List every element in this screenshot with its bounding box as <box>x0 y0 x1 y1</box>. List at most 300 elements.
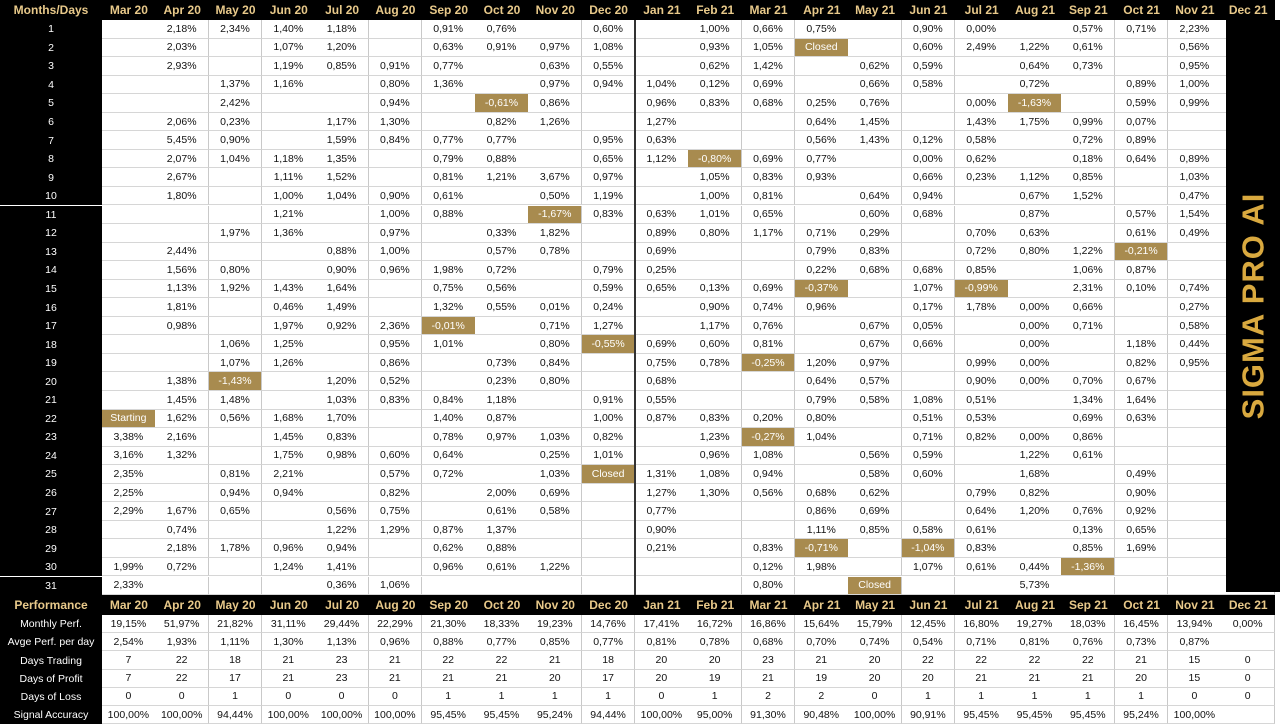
stat-value-cell: 19 <box>688 670 742 688</box>
day-value-cell <box>262 391 316 410</box>
month-header: Dec 20 <box>582 595 636 615</box>
day-value-cell: 1,49% <box>315 298 369 317</box>
stat-value-cell: 13,94% <box>1168 615 1222 633</box>
stat-value-cell: 100,00% <box>635 706 689 724</box>
day-value-cell <box>155 465 209 484</box>
day-value-cell: 1,17% <box>742 224 796 243</box>
day-value-cell <box>102 224 156 243</box>
day-value-cell: 0,64% <box>955 502 1009 521</box>
day-value-cell: 0,65% <box>209 502 263 521</box>
stat-value-cell: 22 <box>155 651 209 669</box>
stat-value-cell: 100,00% <box>262 706 316 724</box>
day-value-cell: -1,36% <box>1061 558 1115 577</box>
day-label: 29 <box>0 539 102 558</box>
stat-value-cell: 1 <box>528 688 582 706</box>
day-value-cell: 1,05% <box>742 39 796 58</box>
day-value-cell <box>1008 131 1062 150</box>
day-value-cell <box>1168 465 1222 484</box>
day-value-cell: 0,89% <box>1115 76 1169 95</box>
day-value-cell <box>475 335 529 354</box>
day-value-cell: 0,80% <box>528 372 582 391</box>
month-header: Apr 20 <box>155 595 209 615</box>
day-value-cell: 0,57% <box>369 465 423 484</box>
month-header: Oct 20 <box>475 0 529 20</box>
day-label: 2 <box>0 39 102 58</box>
day-value-cell: 0,92% <box>315 317 369 336</box>
day-value-cell: -0,27% <box>742 428 796 447</box>
day-value-cell <box>528 521 582 540</box>
day-label: 3 <box>0 57 102 76</box>
day-value-cell <box>848 428 902 447</box>
day-value-cell: 1,03% <box>528 465 582 484</box>
day-value-cell: 0,78% <box>688 354 742 373</box>
stat-value-cell: 21,82% <box>209 615 263 633</box>
day-value-cell <box>262 243 316 262</box>
day-value-cell: 2,29% <box>102 502 156 521</box>
day-value-cell: -0,25% <box>742 354 796 373</box>
stat-value-cell: 16,86% <box>742 615 796 633</box>
day-value-cell: 0,12% <box>688 76 742 95</box>
day-value-cell: 0,72% <box>155 558 209 577</box>
performance-header: Performance <box>0 595 102 615</box>
day-value-cell: 0,57% <box>1115 206 1169 225</box>
day-value-cell: 2,49% <box>955 39 1009 58</box>
day-value-cell: 2,21% <box>262 465 316 484</box>
day-value-cell: 0,61% <box>1061 447 1115 466</box>
day-value-cell <box>902 224 956 243</box>
day-value-cell: -1,63% <box>1008 94 1062 113</box>
day-value-cell <box>635 317 689 336</box>
stat-value-cell: 23 <box>742 651 796 669</box>
day-value-cell: 0,69% <box>1061 410 1115 429</box>
day-value-cell <box>1061 484 1115 503</box>
day-value-cell <box>422 243 476 262</box>
day-value-cell <box>795 577 849 596</box>
day-value-cell <box>528 261 582 280</box>
day-value-cell: 1,69% <box>1115 539 1169 558</box>
day-value-cell <box>369 168 423 187</box>
day-value-cell: 0,75% <box>422 280 476 299</box>
stat-value-cell <box>1221 633 1275 651</box>
day-value-cell: 1,16% <box>262 76 316 95</box>
stat-value-cell: 100,00% <box>369 706 423 724</box>
day-value-cell <box>1115 577 1169 596</box>
day-value-cell: 0,90% <box>209 131 263 150</box>
day-value-cell <box>315 206 369 225</box>
stat-value-cell: 21,30% <box>422 615 476 633</box>
stat-value-cell: 100,00% <box>848 706 902 724</box>
day-value-cell: 3,67% <box>528 168 582 187</box>
day-value-cell: 1,07% <box>902 280 956 299</box>
day-value-cell: 0,85% <box>848 521 902 540</box>
day-value-cell: 0,18% <box>1061 150 1115 169</box>
stat-value-cell: 1 <box>902 688 956 706</box>
stat-value-cell: 95,45% <box>955 706 1009 724</box>
day-value-cell <box>582 558 636 577</box>
day-value-cell: 0,97% <box>582 168 636 187</box>
stat-value-cell: 2 <box>795 688 849 706</box>
day-value-cell <box>848 558 902 577</box>
day-value-cell: 0,25% <box>795 94 849 113</box>
day-value-cell: 3,16% <box>102 447 156 466</box>
day-value-cell <box>1168 391 1222 410</box>
stat-value-cell: 7 <box>102 670 156 688</box>
stat-value-cell: 21 <box>1061 670 1115 688</box>
day-value-cell: 0,59% <box>902 57 956 76</box>
day-value-cell: 0,81% <box>742 187 796 206</box>
day-value-cell: 1,98% <box>422 261 476 280</box>
day-value-cell <box>1061 465 1115 484</box>
month-header: Apr 21 <box>795 595 849 615</box>
month-header: Oct 21 <box>1115 595 1169 615</box>
day-value-cell: 2,03% <box>155 39 209 58</box>
day-value-cell: 0,82% <box>955 428 1009 447</box>
day-value-cell <box>422 484 476 503</box>
day-value-cell: 0,81% <box>209 465 263 484</box>
day-value-cell <box>1168 113 1222 132</box>
day-value-cell <box>582 354 636 373</box>
day-value-cell: 0,62% <box>848 484 902 503</box>
day-value-cell: 0,67% <box>848 335 902 354</box>
day-value-cell: 1,42% <box>742 57 796 76</box>
day-value-cell <box>528 280 582 299</box>
day-value-cell <box>1168 243 1222 262</box>
day-value-cell <box>1008 261 1062 280</box>
day-value-cell <box>262 577 316 596</box>
stat-value-cell: 22 <box>475 651 529 669</box>
stat-value-cell: 0,85% <box>528 633 582 651</box>
day-value-cell <box>262 261 316 280</box>
day-value-cell <box>688 521 742 540</box>
day-value-cell: 0,89% <box>635 224 689 243</box>
day-label: 25 <box>0 465 102 484</box>
stat-value-cell: 0,73% <box>1115 633 1169 651</box>
day-value-cell: 5,45% <box>155 131 209 150</box>
day-value-cell: 2,34% <box>209 20 263 39</box>
stat-value-cell: 0 <box>848 688 902 706</box>
day-value-cell: 0,00% <box>955 94 1009 113</box>
day-value-cell: 2,18% <box>155 20 209 39</box>
day-value-cell <box>209 577 263 596</box>
day-value-cell <box>582 243 636 262</box>
day-value-cell: 1,17% <box>315 113 369 132</box>
stat-value-cell: 2 <box>742 688 796 706</box>
day-value-cell: 1,99% <box>102 558 156 577</box>
day-value-cell: 1,75% <box>1008 113 1062 132</box>
day-value-cell: 0,56% <box>848 447 902 466</box>
day-value-cell: 0,93% <box>795 168 849 187</box>
day-value-cell: 1,04% <box>795 428 849 447</box>
stat-value-cell: 2,54% <box>102 633 156 651</box>
day-value-cell: 0,88% <box>475 539 529 558</box>
month-header: Dec 20 <box>582 0 636 20</box>
day-value-cell: 0,94% <box>315 539 369 558</box>
day-value-cell <box>582 484 636 503</box>
day-value-cell: 0,75% <box>369 502 423 521</box>
day-value-cell: 1,06% <box>209 335 263 354</box>
day-value-cell: 0,69% <box>742 280 796 299</box>
day-value-cell: 1,21% <box>475 168 529 187</box>
day-value-cell: 0,60% <box>902 39 956 58</box>
day-value-cell: 0,27% <box>1168 298 1222 317</box>
day-value-cell: 1,22% <box>1008 447 1062 466</box>
day-value-cell: 1,00% <box>262 187 316 206</box>
day-value-cell: 0,63% <box>635 131 689 150</box>
day-value-cell: 1,00% <box>688 187 742 206</box>
stat-value-cell: 21 <box>742 670 796 688</box>
day-value-cell: 0,50% <box>528 187 582 206</box>
day-value-cell <box>1168 372 1222 391</box>
day-value-cell: 0,23% <box>475 372 529 391</box>
stat-value-cell: 12,45% <box>902 615 956 633</box>
day-value-cell: 0,67% <box>848 317 902 336</box>
day-value-cell: 0,68% <box>902 261 956 280</box>
day-value-cell: 0,56% <box>1168 39 1222 58</box>
day-value-cell <box>262 131 316 150</box>
day-value-cell <box>1115 558 1169 577</box>
day-value-cell: 0,90% <box>635 521 689 540</box>
day-label: 11 <box>0 206 102 225</box>
day-value-cell <box>635 558 689 577</box>
day-value-cell: 0,88% <box>475 150 529 169</box>
stat-label: Signal Accuracy <box>0 706 102 724</box>
day-value-cell <box>1168 131 1222 150</box>
month-header: May 21 <box>848 0 902 20</box>
day-value-cell: 0,66% <box>742 20 796 39</box>
day-value-cell: 0,70% <box>1061 372 1115 391</box>
day-value-cell: 0,80% <box>369 76 423 95</box>
day-value-cell: 0,74% <box>155 521 209 540</box>
day-value-cell <box>848 168 902 187</box>
day-value-cell: 2,31% <box>1061 280 1115 299</box>
day-value-cell: 0,92% <box>1115 502 1169 521</box>
day-value-cell: 1,52% <box>1061 187 1115 206</box>
day-value-cell: 1,03% <box>315 391 369 410</box>
month-header: Mar 20 <box>102 0 156 20</box>
day-value-cell: 2,42% <box>209 94 263 113</box>
day-value-cell: 0,69% <box>742 76 796 95</box>
stat-value-cell: 0 <box>1168 688 1222 706</box>
day-value-cell: 2,06% <box>155 113 209 132</box>
day-value-cell <box>102 113 156 132</box>
day-value-cell: 1,20% <box>315 372 369 391</box>
stat-label: Days Trading <box>0 651 102 669</box>
day-value-cell: 0,97% <box>528 76 582 95</box>
day-label: 7 <box>0 131 102 150</box>
day-value-cell <box>369 539 423 558</box>
day-value-cell <box>1168 577 1222 596</box>
day-value-cell: 2,16% <box>155 428 209 447</box>
day-value-cell: 0,82% <box>582 428 636 447</box>
day-value-cell <box>369 298 423 317</box>
month-header: Aug 20 <box>369 595 423 615</box>
day-value-cell <box>209 187 263 206</box>
day-value-cell <box>955 335 1009 354</box>
day-value-cell: 0,71% <box>528 317 582 336</box>
day-value-cell <box>209 243 263 262</box>
stat-value-cell: 15 <box>1168 651 1222 669</box>
day-value-cell: 0,12% <box>902 131 956 150</box>
day-value-cell: 1,22% <box>1008 39 1062 58</box>
month-header: Mar 20 <box>102 595 156 615</box>
day-value-cell <box>1115 187 1169 206</box>
stat-value-cell: 100,00% <box>1168 706 1222 724</box>
stat-value-cell: 20 <box>902 670 956 688</box>
day-value-cell: 0,80% <box>528 335 582 354</box>
day-value-cell: 1,34% <box>1061 391 1115 410</box>
day-value-cell <box>262 94 316 113</box>
day-value-cell: 0,23% <box>209 113 263 132</box>
day-value-cell <box>902 354 956 373</box>
day-value-cell: 0,94% <box>209 484 263 503</box>
day-value-cell <box>955 187 1009 206</box>
month-header: Nov 21 <box>1168 595 1222 615</box>
day-value-cell: 0,84% <box>369 131 423 150</box>
stat-value-cell: 31,11% <box>262 615 316 633</box>
day-value-cell <box>1061 94 1115 113</box>
day-value-cell <box>528 131 582 150</box>
day-value-cell <box>102 539 156 558</box>
day-value-cell: 0,00% <box>1008 428 1062 447</box>
day-value-cell <box>582 502 636 521</box>
day-value-cell: 1,75% <box>262 447 316 466</box>
day-value-cell: 0,87% <box>475 410 529 429</box>
day-value-cell: 0,69% <box>848 502 902 521</box>
stat-value-cell: 0 <box>635 688 689 706</box>
day-value-cell <box>795 447 849 466</box>
day-value-cell <box>369 280 423 299</box>
day-value-cell: 0,96% <box>635 94 689 113</box>
day-value-cell: 0,99% <box>1168 94 1222 113</box>
day-value-cell: 0,57% <box>1061 20 1115 39</box>
day-value-cell: 0,24% <box>582 298 636 317</box>
day-value-cell <box>902 94 956 113</box>
day-label: 12 <box>0 224 102 243</box>
day-value-cell: 1,22% <box>528 558 582 577</box>
stat-value-cell: 0,96% <box>369 633 423 651</box>
stat-value-cell: 51,97% <box>155 615 209 633</box>
day-value-cell <box>155 94 209 113</box>
day-value-cell: 0,59% <box>1115 94 1169 113</box>
stat-value-cell: 1 <box>955 688 1009 706</box>
day-value-cell <box>102 94 156 113</box>
day-value-cell: 0,91% <box>369 57 423 76</box>
month-header: Nov 21 <box>1168 0 1222 20</box>
stat-value-cell: 21 <box>795 651 849 669</box>
day-value-cell <box>635 187 689 206</box>
stat-value-cell: 23 <box>315 651 369 669</box>
day-value-cell: 0,69% <box>635 243 689 262</box>
month-header: Jan 21 <box>635 595 689 615</box>
stat-value-cell: 21 <box>369 670 423 688</box>
day-value-cell: 1,22% <box>1061 243 1115 262</box>
day-value-cell: 0,25% <box>635 261 689 280</box>
day-value-cell <box>262 113 316 132</box>
day-value-cell: 0,69% <box>742 150 796 169</box>
day-value-cell: 1,01% <box>422 335 476 354</box>
day-value-cell: 0,80% <box>795 410 849 429</box>
day-value-cell <box>209 39 263 58</box>
day-value-cell: 0,20% <box>742 410 796 429</box>
stat-value-cell: 22 <box>422 651 476 669</box>
day-value-cell: 1,12% <box>635 150 689 169</box>
day-value-cell <box>475 76 529 95</box>
day-value-cell: 1,45% <box>262 428 316 447</box>
day-value-cell: 0,00% <box>1008 372 1062 391</box>
day-value-cell: 1,31% <box>635 465 689 484</box>
day-value-cell <box>795 206 849 225</box>
day-value-cell: 0,65% <box>635 280 689 299</box>
day-value-cell <box>209 521 263 540</box>
day-value-cell: 2,23% <box>1168 20 1222 39</box>
day-value-cell: 1,78% <box>955 298 1009 317</box>
stat-value-cell: 1 <box>1115 688 1169 706</box>
day-value-cell: 1,06% <box>369 577 423 596</box>
day-value-cell: 3,38% <box>102 428 156 447</box>
stat-value-cell: 0,81% <box>635 633 689 651</box>
day-value-cell: 1,08% <box>742 447 796 466</box>
day-value-cell: 0,33% <box>475 224 529 243</box>
day-value-cell: 0,76% <box>1061 502 1115 521</box>
day-value-cell <box>528 410 582 429</box>
day-value-cell: 1,08% <box>582 39 636 58</box>
day-value-cell <box>475 317 529 336</box>
stat-value-cell: 0,88% <box>422 633 476 651</box>
day-value-cell: 0,90% <box>315 261 369 280</box>
day-value-cell: 0,00% <box>1008 317 1062 336</box>
day-value-cell: 1,23% <box>688 428 742 447</box>
month-header: Nov 20 <box>528 595 582 615</box>
stat-value-cell: 22 <box>902 651 956 669</box>
day-label: 14 <box>0 261 102 280</box>
day-value-cell: 0,63% <box>422 39 476 58</box>
day-value-cell <box>1168 410 1222 429</box>
day-label: 10 <box>0 187 102 206</box>
day-value-cell <box>582 539 636 558</box>
day-value-cell: 1,18% <box>262 150 316 169</box>
day-value-cell <box>1008 539 1062 558</box>
day-value-cell <box>422 577 476 596</box>
day-value-cell: 0,68% <box>742 94 796 113</box>
month-header: Mar 21 <box>742 595 796 615</box>
day-value-cell: 1,26% <box>528 113 582 132</box>
day-value-cell: 0,80% <box>688 224 742 243</box>
day-value-cell <box>688 113 742 132</box>
day-value-cell <box>315 484 369 503</box>
day-value-cell: 0,49% <box>1115 465 1169 484</box>
day-value-cell: 0,56% <box>742 484 796 503</box>
day-value-cell: 1,01% <box>582 447 636 466</box>
day-value-cell: 0,58% <box>902 521 956 540</box>
day-value-cell: 1,40% <box>422 410 476 429</box>
day-value-cell: 0,90% <box>902 20 956 39</box>
day-value-cell: 0,70% <box>955 224 1009 243</box>
stat-value-cell: 90,91% <box>902 706 956 724</box>
stat-value-cell: 17,41% <box>635 615 689 633</box>
day-value-cell: 1,54% <box>1168 206 1222 225</box>
day-value-cell: 1,81% <box>155 298 209 317</box>
day-value-cell: 1,04% <box>209 150 263 169</box>
day-value-cell: 0,64% <box>1115 150 1169 169</box>
month-header: May 20 <box>209 0 263 20</box>
stat-value-cell: 15,79% <box>848 615 902 633</box>
day-value-cell: 0,73% <box>475 354 529 373</box>
day-value-cell <box>902 243 956 262</box>
month-header: Mar 21 <box>742 0 796 20</box>
stat-value-cell: 17 <box>209 670 263 688</box>
day-value-cell: 0,72% <box>1061 131 1115 150</box>
day-value-cell: 0,00% <box>1008 335 1062 354</box>
